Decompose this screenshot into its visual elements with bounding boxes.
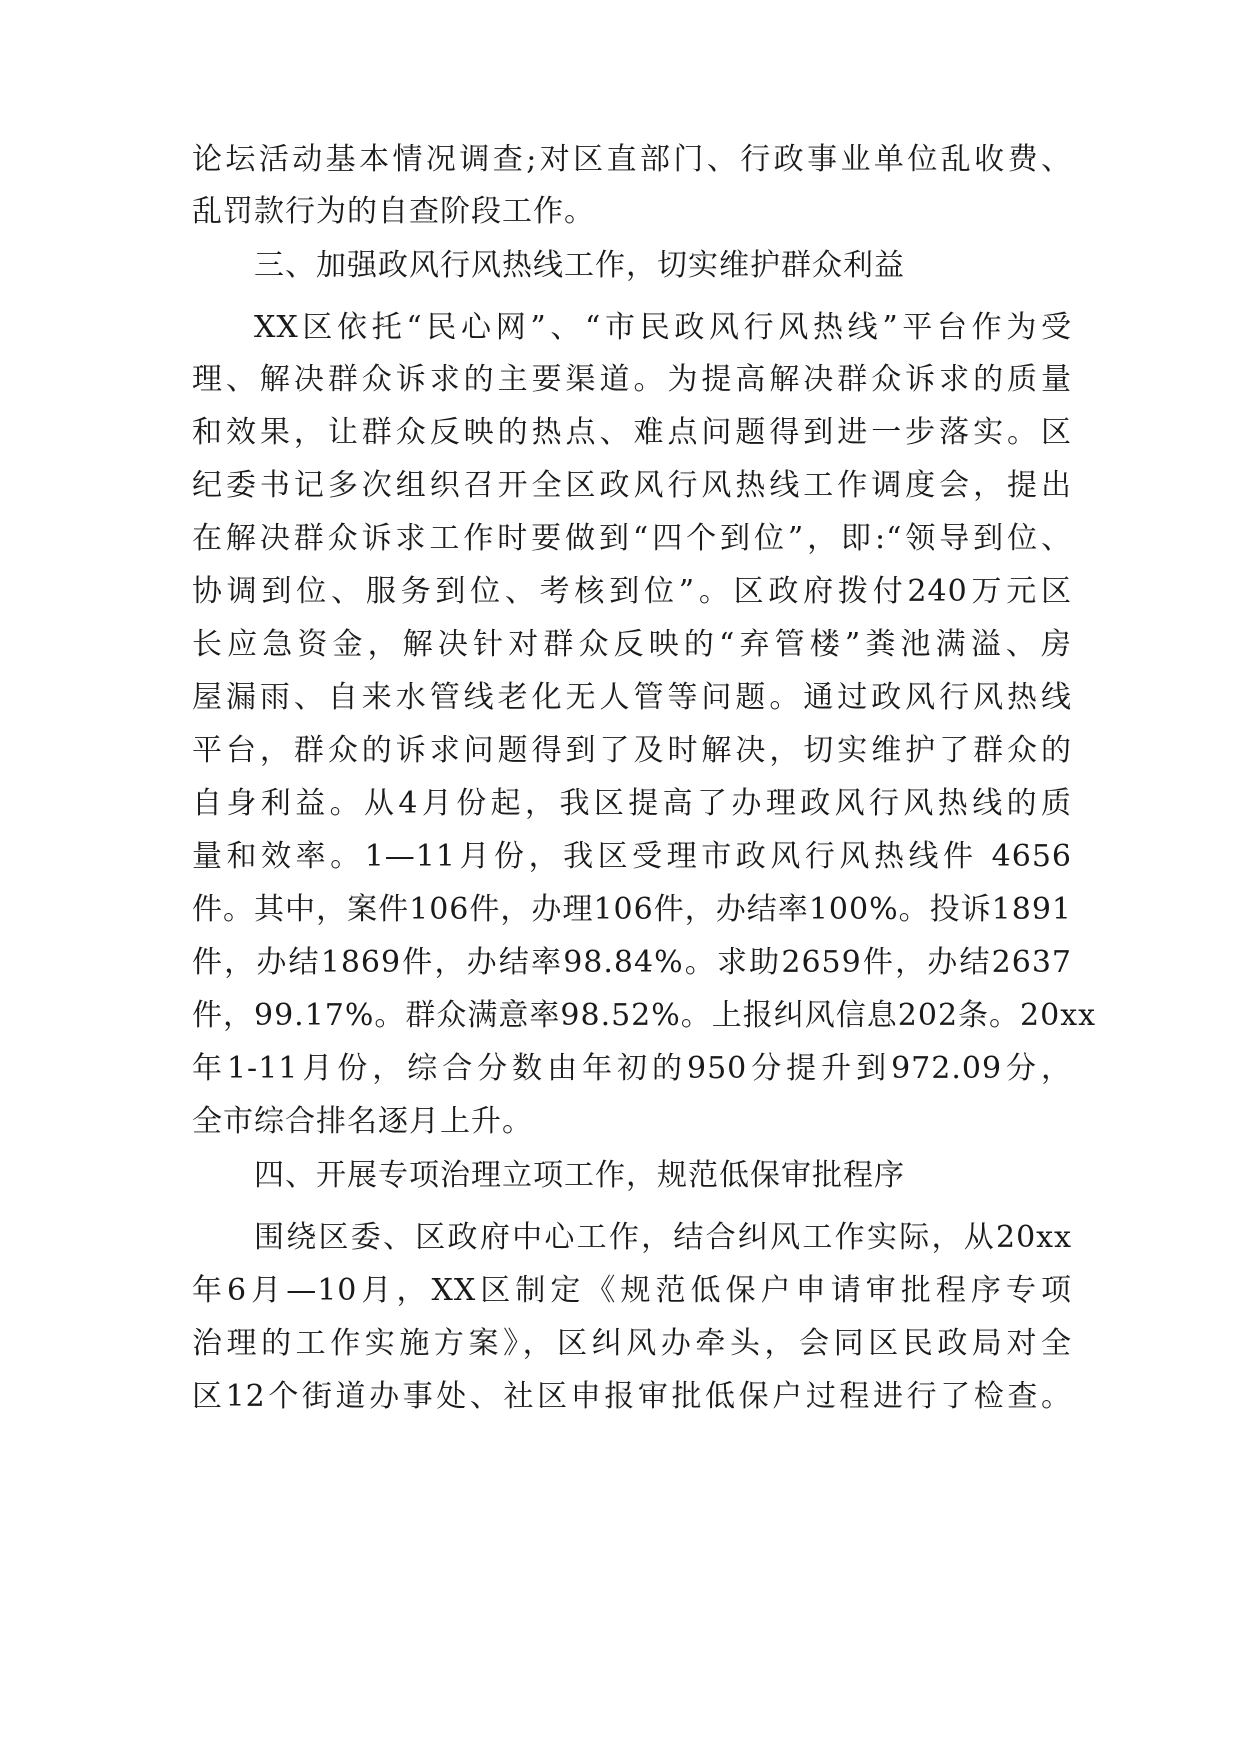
text-line: 论坛活动基本情况调查;对区直部门、行政事业单位乱收费、 <box>192 142 1072 177</box>
text-line: 全市综合排名逐月上升。 <box>192 1104 533 1139</box>
section-heading: 四、开展专项治理立项工作，规范低保审批程序 <box>254 1158 905 1193</box>
text-line: 和效果，让群众反映的热点、难点问题得到进一步落实。区 <box>192 415 1072 450</box>
section-heading: 三、加强政风行风热线工作，切实维护群众利益 <box>254 248 905 283</box>
text-line: 屋漏雨、自来水管线老化无人管等问题。通过政风行风热线 <box>192 680 1072 715</box>
text-line: 在解决群众诉求工作时要做到“四个到位”，即:“领导到位、 <box>192 521 1072 556</box>
text-line: 件，99.17%。群众满意率98.52%。上报纠风信息202条。20xx <box>192 998 1097 1033</box>
text-line: 治理的工作实施方案》，区纠风办牵头，会同区民政局对全 <box>192 1326 1072 1361</box>
text-line: 围绕区委、区政府中心工作，结合纠风工作实际，从20xx <box>254 1220 1072 1255</box>
text-line: 乱罚款行为的自查阶段工作。 <box>192 194 595 229</box>
text-line: 件。其中，案件106件，办理106件，办结率100%。投诉1891 <box>192 892 1072 927</box>
text-line: 平台，群众的诉求问题得到了及时解决，切实维护了群众的 <box>192 733 1072 768</box>
text-line: 件，办结1869件，办结率98.84%。求助2659件，办结2637 <box>192 945 1072 980</box>
text-line: 区12个街道办事处、社区申报审批低保户过程进行了检查。 <box>192 1379 1072 1414</box>
text-line: 自身利益。从4月份起，我区提高了办理政风行风热线的质 <box>192 786 1072 821</box>
text-line: 年6月—10月，XX区制定《规范低保户申请审批程序专项 <box>192 1273 1072 1308</box>
text-line: 协调到位、服务到位、考核到位”。区政府拨付240万元区 <box>192 574 1072 609</box>
text-line: 纪委书记多次组织召开全区政风行风热线工作调度会，提出 <box>192 468 1072 503</box>
text-line: 量和效率。1—11月份，我区受理市政风行风热线件 4656 <box>192 839 1072 874</box>
text-line: XX区依托“民心网”、“市民政风行风热线”平台作为受 <box>254 310 1072 345</box>
text-line: 长应急资金，解决针对群众反映的“弃管楼”粪池满溢、房 <box>192 627 1072 662</box>
text-line: 年1-11月份，综合分数由年初的950分提升到972.09分， <box>192 1051 1072 1086</box>
text-line: 理、解决群众诉求的主要渠道。为提高解决群众诉求的质量 <box>192 362 1072 397</box>
